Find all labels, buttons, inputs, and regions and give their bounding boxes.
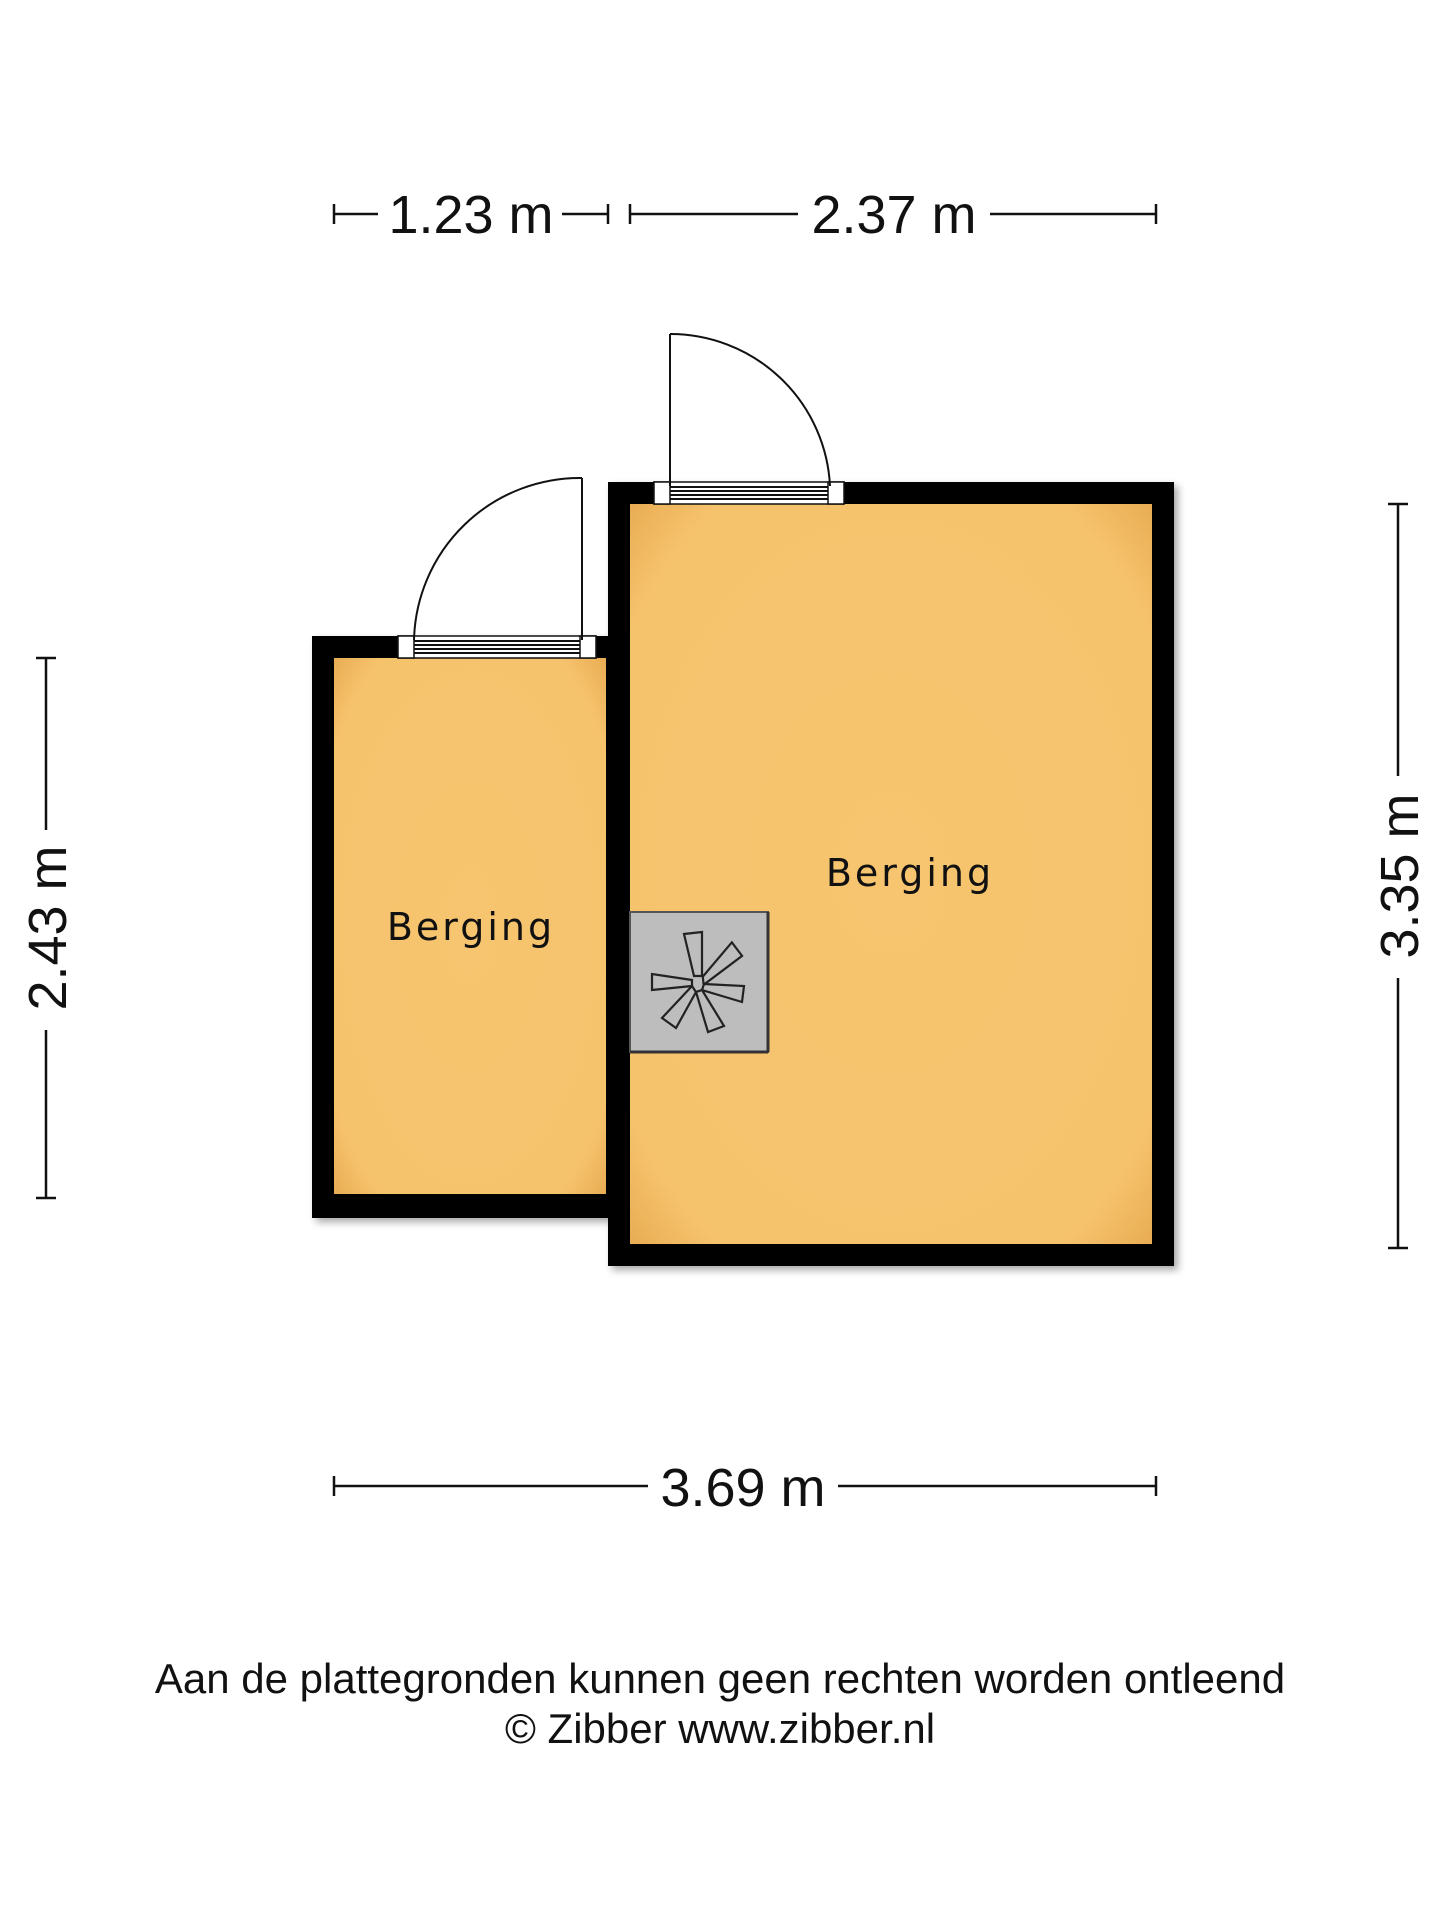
dimension-right	[1370, 504, 1430, 1248]
dimension-bottom	[334, 1458, 1156, 1518]
door-right-room	[654, 334, 844, 504]
door-left-room	[398, 478, 596, 658]
door-swing-left	[414, 478, 582, 640]
dimension-bottom-label: 3.69 m	[660, 1458, 826, 1518]
disclaimer-text: Aan de plattegronden kunnen geen rechten worden ontleend	[154, 1655, 1286, 1702]
dimension-right-label: 3.35 m	[1370, 793, 1430, 959]
door-opening-right	[654, 482, 844, 504]
dimension-top-left	[334, 185, 608, 245]
dimension-top-right-label: 2.37 m	[811, 185, 977, 245]
dimension-left	[18, 658, 78, 1198]
dimension-top-left-label: 1.23 m	[388, 185, 554, 245]
dimension-top-right	[630, 185, 1156, 245]
room-label-right: Berging	[825, 851, 995, 895]
copyright-text: © Zibber www.zibber.nl	[504, 1705, 936, 1752]
fixture	[630, 912, 768, 1052]
dimension-left-label: 2.43 m	[18, 845, 78, 1011]
door-swing-right	[670, 334, 830, 486]
room-label-left: Berging	[386, 905, 556, 949]
door-opening-left	[398, 636, 596, 658]
